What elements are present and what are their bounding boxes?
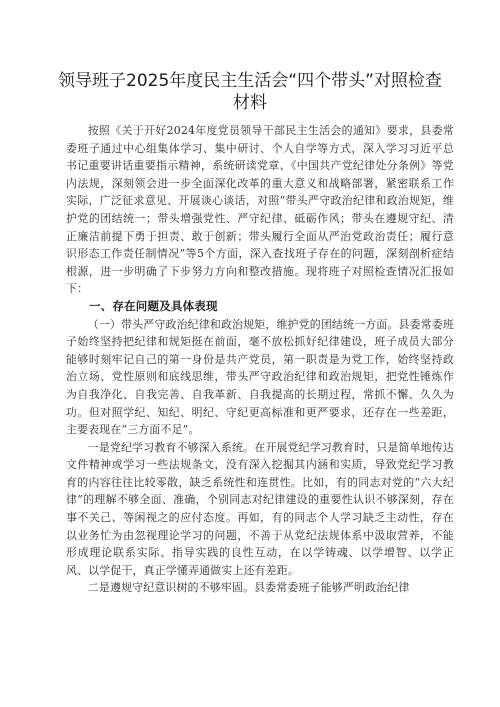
body-paragraph: 二是遵规守纪意识树的不够牢固。县委常委班子能够严明政治纪律 [87,581,410,595]
section-heading: 一、存在问题及具体表现 [89,298,218,313]
body-paragraph: （一）带头严守政治纪律和政治规矩，维护党的团结统一方面。县委常委班子始终坚持把纪律和规矩挺在前面，毫不放松抓好纪律建设，班子成员大部分能够时刻牢记自己的第一身份是共产党员，第一职责是为党工作，始终坚持政治立场、党性原则和底线思维，带头严守政治纪律和政治规矩，把党性锤炼作为自我净化、自我完善、自我革新、自我提高的长期过程，常抓不懈、久久为功。但对照学纪、知纪、明纪、守纪更高标准和更严要求，还存在一些差距，主要表现在“三方面不足”。 [66,317,454,437]
document-title: 领导班子2025年度民主生活会“四个带头”对照检查材料 [58,71,442,113]
document-body [66,122,454,597]
intro-paragraph: 按照《关于开好2024年度党员领导干部民主生活会的通知》要求，县委常委班子通过中心组集体学习、集中研讨、个人自学等方式，深入学习习近平总书记重要讲话重要指示精神，系统研读党章、《中国共产党纪律处分条例》等党内法规，深刻领会进一步全面深化改革的重大意义和战略部署，紧密联系工作实际，广泛征求意见、开展谈心谈话，对照“带头严守政治纪律和政治规矩，维护党的团结统一；带头增强党性、严守纪律、砥砺作风；带头在遵规守纪、清正廉洁前提下勇于担责、敢于创新；带头履行全面从严治党政治责任；履行意识形态工作责任制情况”等5个方面，深入查找班子存在的问题，深刻剖析症结根源，进一步明确了下步努力方向和整改措施。现将班子对照检查情况汇报如下： [66,124,454,296]
body-paragraph: 一是党纪学习教育不够深入系统。在开展党纪学习教育时，只是简单地传达文件精神或学习一些法规条文，没有深入挖掘其内涵和实质，导致党纪学习教育的内容往往比较零散，缺乏系统性和连贯性。比如，有的同志对党的“六大纪律”的理解不够全面、准确，个别同志对纪律建设的重要性认识不够深刻，存在事不关己、等闲视之的应付态度。再如，有的同志个人学习缺乏主动性，存在以业务忙为由忽视理论学习的问题，不善于从党纪法规体系中汲取营养，不能形成理论联系实际、指导实践的良性互动，在以学铸魂、以学增智、以学正风、以学促干，真正学懂弄通做实上还有差距。 [66,440,454,577]
